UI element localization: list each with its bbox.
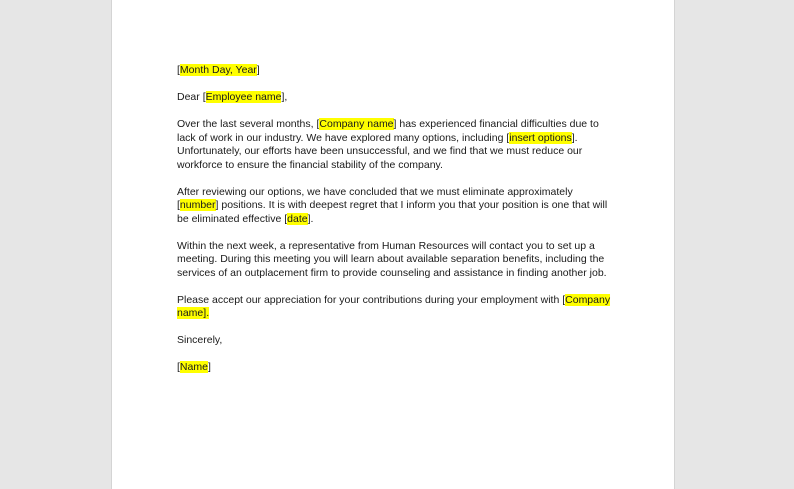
paragraph-2-b: positions. It is with deepest regret that I inform you that your position is one that will be eliminated effective <box>177 199 608 225</box>
paragraph-2-a: After reviewing our options, we have concluded that we must eliminate approximately <box>177 185 573 198</box>
salutation-prefix: Dear <box>177 91 203 103</box>
company-name-placeholder: Company name <box>319 118 394 130</box>
date-line: [Month Day, Year] <box>177 64 260 76</box>
paragraph-4-b: . <box>206 307 210 319</box>
letter-body <box>177 64 617 388</box>
signature-line: [Name] <box>177 361 211 373</box>
paragraph-4: Please accept our appreciation for your contributions during your employment with [Company name]. <box>177 293 611 319</box>
paragraph-2-c: . <box>310 212 314 225</box>
salutation: Dear [Employee name], <box>177 91 288 103</box>
document-page[interactable] <box>111 0 675 489</box>
paragraph-3: Within the next week, a representative from Human Resources will contact you to set up a meeting. During this meeting you will learn about available separation benefits, including the services of an outplacement firm to provide counseling and assistance in finding another job. <box>177 239 607 279</box>
paragraph-1-a: Over the last several months, <box>177 118 317 130</box>
date-placeholder: Month Day, Year <box>179 64 257 76</box>
company-name-placeholder-2: Company name]. <box>177 293 611 319</box>
employee-name-placeholder: Employee name <box>205 91 282 103</box>
closing: Sincerely, <box>177 334 223 346</box>
salutation-suffix: , <box>284 91 288 103</box>
company-name-placeholder-2-text: Company name <box>177 293 611 319</box>
number-placeholder: number <box>179 199 216 211</box>
paragraph-2: After reviewing our options, we have concluded that we must eliminate approximately [number] positions. It is with deepest regret that I inform you that your position is one that will be eliminated effective [date]. <box>177 185 608 225</box>
paragraph-4-a: Please accept our appreciation for your contributions during your employment with <box>177 293 563 306</box>
paragraph-1: Over the last several months, [Company name] has experienced financial difficulties due to lack of work in our industry. We have explored many options, including [insert options]. Unfortunately, our efforts have been unsuccessful, and we find that we must reduce our workforce to ensure the financial stability of the company. <box>177 118 599 171</box>
name-placeholder: Name <box>179 361 208 373</box>
effective-date-placeholder: date <box>287 212 308 225</box>
paragraph-1-b: has experienced financial difficulties due to lack of work in our industry. We have explored many options, including <box>177 118 599 144</box>
paragraph-1-c: . Unfortunately, our efforts have been unsuccessful, and we find that we must reduce our workforce to ensure the financial stability of the company. <box>177 131 583 171</box>
insert-options-placeholder: insert options <box>509 131 572 144</box>
